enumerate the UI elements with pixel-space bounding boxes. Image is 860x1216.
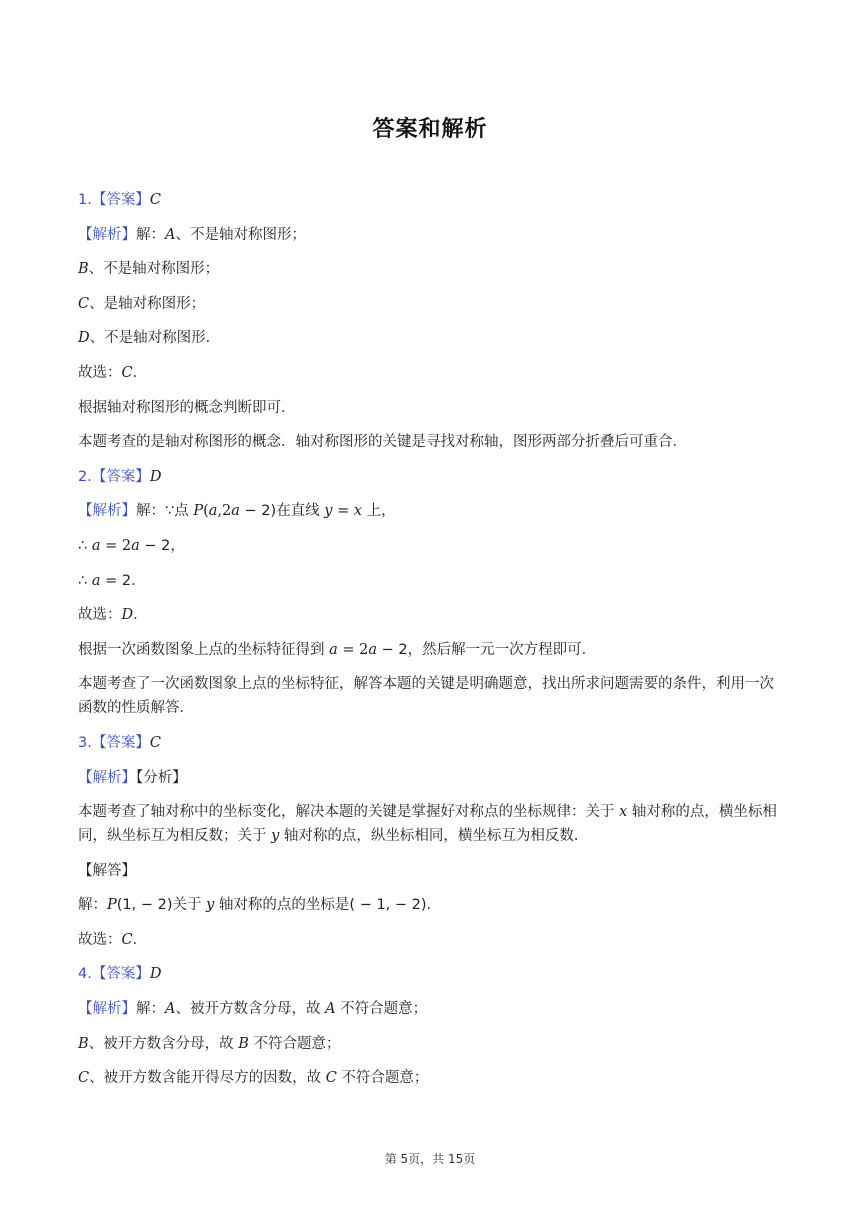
q1-option-c: C、是轴对称图形； xyxy=(78,295,206,312)
answer-label: 【答案】 xyxy=(91,192,150,208)
q4-answer-line xyxy=(78,962,783,986)
q2-method: 根据一次函数图象上点的坐标特征得到 a = 2a − 2，然后解一元一次方程即可． xyxy=(78,641,597,658)
q1-summary: 本题考查的是轴对称图形的概念．轴对称图形的关键是寻找对称轴，图形两部分折叠后可重合． xyxy=(78,434,687,451)
q1-number: 1. xyxy=(78,192,92,208)
q2-summary: 本题考查了一次函数图象上点的坐标特征，解答本题的关键是明确题意，找出所求问题需要的条件，利用一次函数的性质解答． xyxy=(78,676,774,717)
analysis-label: 【解析】 xyxy=(78,769,136,786)
answer-label: 【答案】 xyxy=(91,966,150,983)
fenxi-label: 【分析】 xyxy=(136,769,187,786)
analysis-label: 【解析】 xyxy=(78,1001,136,1018)
q1-answer-line xyxy=(78,188,783,212)
q2-answer: D xyxy=(149,468,162,485)
q4-option-b: B、被开方数含分母，故 B 不符合题意； xyxy=(78,1035,341,1052)
q2-number: 2. xyxy=(78,468,92,485)
q3-answer: C xyxy=(149,734,161,751)
q2-choice: 故选：D． xyxy=(78,607,148,624)
q2-step-2: ∴ a = 2． xyxy=(78,572,146,589)
analysis-label: 【解析】 xyxy=(78,503,136,520)
q1-choice: 故选：C． xyxy=(78,364,148,381)
q1-option-d: D、不是轴对称图形． xyxy=(78,330,221,347)
answer-label: 【答案】 xyxy=(91,468,150,485)
q3-analysis-line xyxy=(78,766,783,790)
page-title: 答案和解析 xyxy=(372,117,488,142)
page-footer: 第 5页，共 15页 xyxy=(384,1152,476,1166)
q3-answer-line xyxy=(78,731,783,755)
q4-option-c: C、被开方数含能开得尽方的因数，故 C 不符合题意； xyxy=(78,1070,429,1087)
q3-solution: 解：P(1, − 2)关于 y 轴对称的点的坐标是( − 1, − 2)． xyxy=(78,897,442,914)
q4-answer: D xyxy=(149,966,162,983)
q1-answer: C xyxy=(149,192,161,208)
q1-method: 根据轴对称图形的概念判断即可． xyxy=(78,399,296,416)
jieda-label: 【解答】 xyxy=(78,862,136,879)
q4-analysis-line: 【解析】解：A、被开方数含分母，故 A 不符合题意； xyxy=(78,1001,428,1018)
answer-content xyxy=(78,188,783,1101)
q1-analysis-line: 【解析】解：A、不是轴对称图形； xyxy=(78,226,306,243)
q2-analysis-line: 【解析】解：∵点 P(a,2a − 2)在直线 y = x 上， xyxy=(78,503,396,520)
q2-step-1: ∴ a = 2a − 2， xyxy=(78,537,185,554)
q4-number: 4. xyxy=(78,966,92,983)
q1-option-b: B、不是轴对称图形； xyxy=(78,261,220,278)
q2-answer-line xyxy=(78,465,783,489)
q3-summary: 本题考查了轴对称中的坐标变化，解决本题的关键是掌握好对称点的坐标规律：关于 x 轴对称的点，横坐标相同，纵坐标互为相反数；关于 y 轴对称的点，纵坐标相同，横坐标互为相反数． xyxy=(78,804,777,845)
analysis-label: 【解析】 xyxy=(78,226,136,243)
q3-choice: 故选：C． xyxy=(78,931,148,948)
q3-number: 3. xyxy=(78,734,92,751)
answer-label: 【答案】 xyxy=(91,734,150,751)
